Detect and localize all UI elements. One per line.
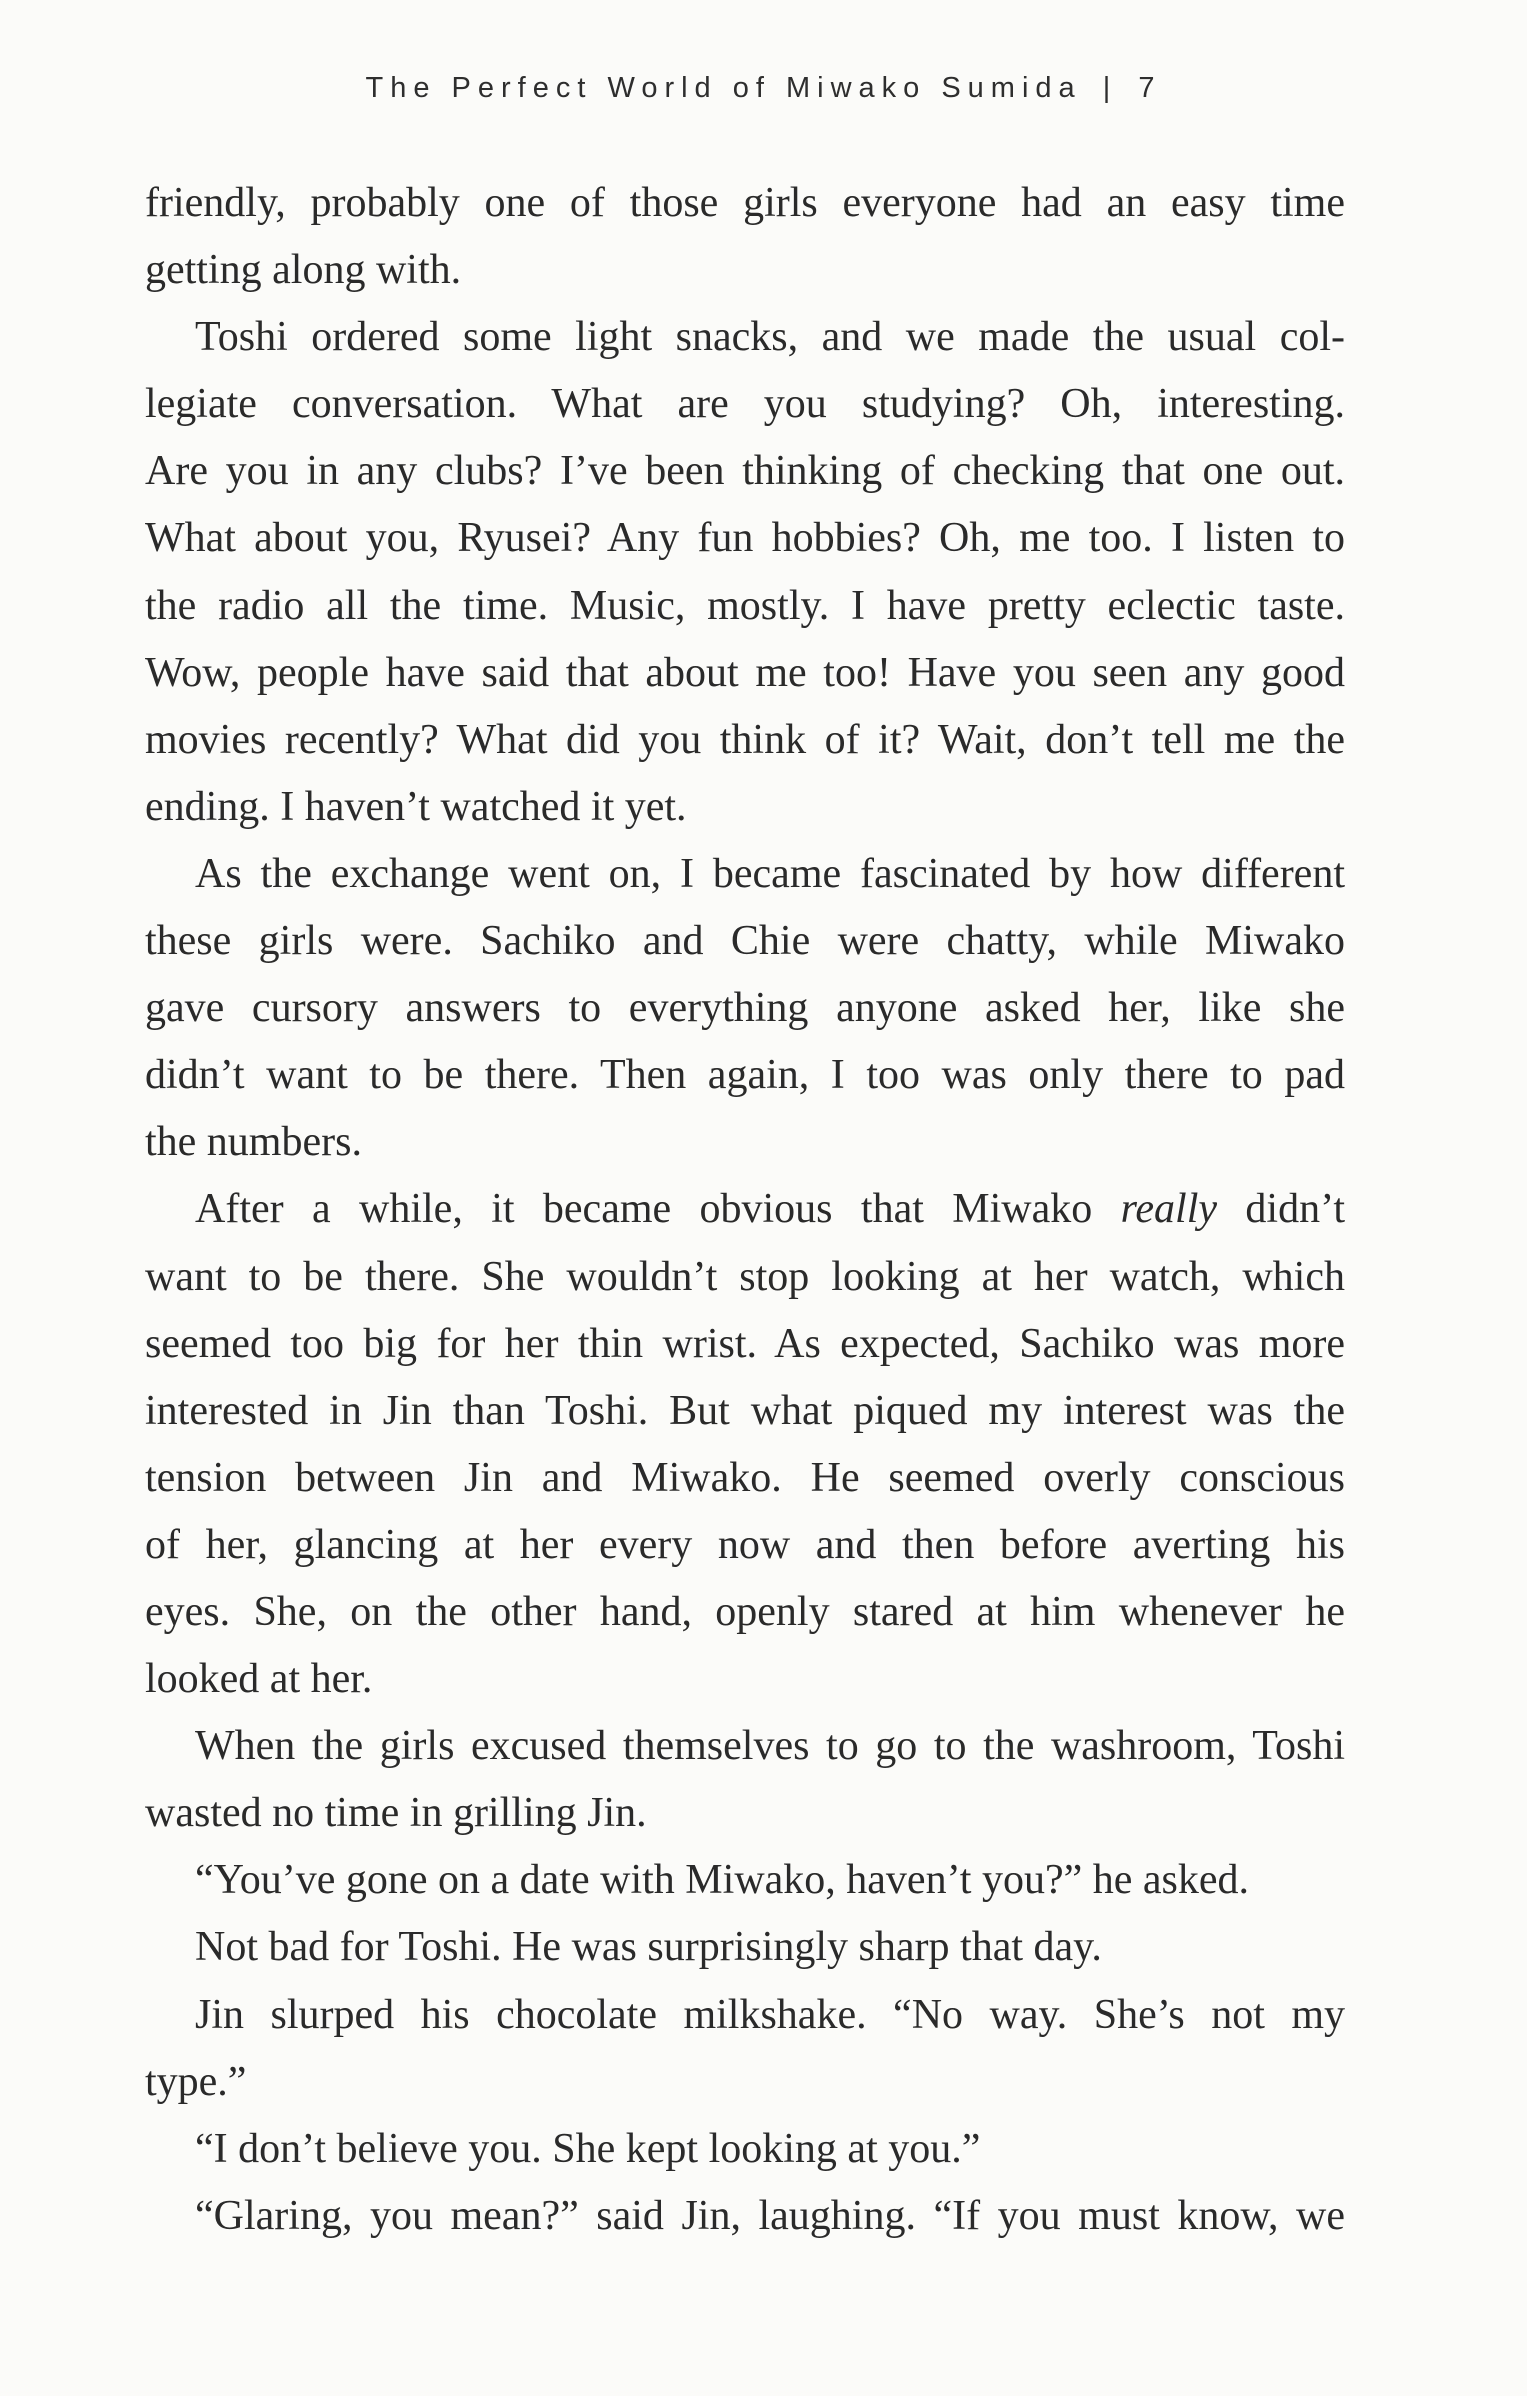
- text-line: Are you in any clubs? I’ve been thinking of checking that one out.: [145, 448, 1345, 495]
- text-line: interested in Jin than Toshi. But what piqued my interest was the: [145, 1387, 1345, 1434]
- text-line: What about you, Ryusei? Any fun hobbies? Oh, me too. I listen to: [145, 515, 1345, 562]
- text-line: After a while, it became obvious that Miwako really didn’t: [195, 1186, 1345, 1233]
- text-line: of her, glancing at her every now and then before averting his: [145, 1521, 1345, 1568]
- body-text: [145, 170, 1345, 2250]
- header-separator: |: [1102, 72, 1118, 104]
- text-line: looked at her.: [145, 1656, 373, 1703]
- text-line: seemed too big for her thin wrist. As expected, Sachiko was more: [145, 1320, 1345, 1367]
- page-number: 7: [1138, 72, 1162, 104]
- text-line: ending. I haven’t watched it yet.: [145, 783, 687, 830]
- text-line: didn’t want to be there. Then again, I too was only there to pad: [145, 1052, 1345, 1099]
- text-line: these girls were. Sachiko and Chie were chatty, while Miwako: [145, 918, 1345, 965]
- text-line: type.”: [145, 2058, 247, 2105]
- book-title: The Perfect World of Miwako Sumida: [365, 72, 1082, 104]
- text-line: When the girls excused themselves to go to the washroom, Toshi: [195, 1723, 1345, 1770]
- text-line: want to be there. She wouldn’t stop looking at her watch, which: [145, 1253, 1345, 1300]
- text-line: eyes. She, on the other hand, openly stared at him whenever he: [145, 1588, 1345, 1635]
- text-line: gave cursory answers to everything anyone asked her, like she: [145, 985, 1345, 1032]
- text-line: the numbers.: [145, 1119, 362, 1166]
- text-line: “You’ve gone on a date with Miwako, haven’t you?” he asked.: [195, 1857, 1250, 1904]
- text-line: “I don’t believe you. She kept looking at you.”: [195, 2125, 981, 2172]
- text-line: getting along with.: [145, 247, 462, 294]
- text-line: tension between Jin and Miwako. He seemed overly conscious: [145, 1454, 1345, 1501]
- text-line: Jin slurped his chocolate milkshake. “No way. She’s not my: [195, 1991, 1345, 2038]
- emphasis: really: [1120, 1186, 1218, 1233]
- text-line: “Glaring, you mean?” said Jin, laughing. “If you must know, we: [195, 2192, 1345, 2239]
- text-line: Wow, people have said that about me too! Have you seen any good: [145, 649, 1345, 696]
- text-line: wasted no time in grilling Jin.: [145, 1790, 647, 1837]
- text-line: movies recently? What did you think of it? Wait, don’t tell me the: [145, 716, 1345, 763]
- text-line: legiate conversation. What are you studying? Oh, interesting.: [145, 381, 1345, 428]
- text-line: Toshi ordered some light snacks, and we made the usual col-: [195, 314, 1345, 361]
- text-line: the radio all the time. Music, mostly. I have pretty eclectic taste.: [145, 582, 1345, 629]
- running-header: [0, 72, 1527, 105]
- text-line: As the exchange went on, I became fascinated by how different: [195, 850, 1345, 897]
- text-line: friendly, probably one of those girls everyone had an easy time: [145, 180, 1345, 226]
- text-line: Not bad for Toshi. He was surprisingly sharp that day.: [195, 1924, 1102, 1971]
